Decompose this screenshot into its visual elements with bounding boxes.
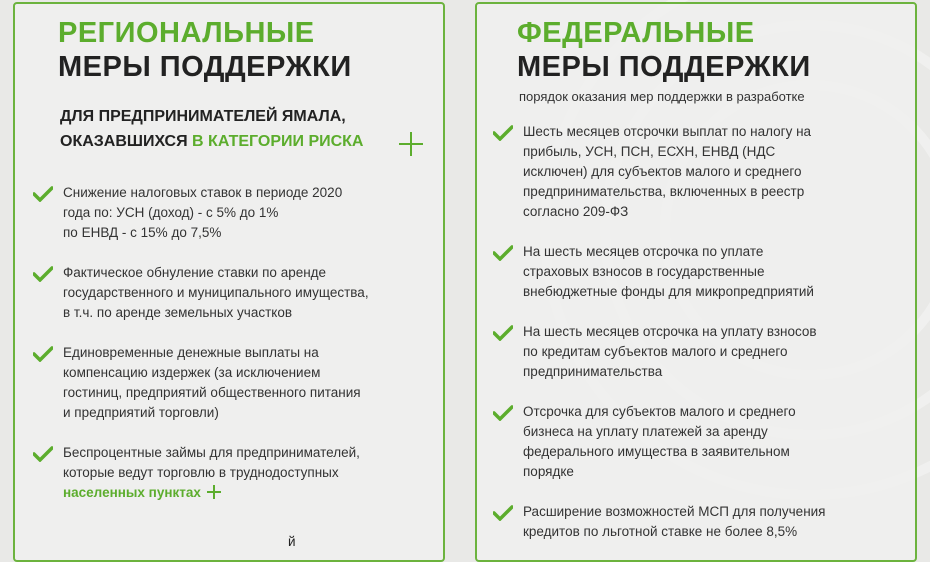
item-line: порядке: [523, 464, 574, 479]
item-line: федерального имущества в заявительном: [523, 444, 790, 459]
item-line: государственного и муниципального имущества,: [63, 285, 369, 300]
settlements-link[interactable]: населенных пунктах: [63, 485, 201, 500]
item-text: [63, 343, 361, 423]
item-line: Беспроцентные займы для предпринимателей,: [63, 445, 360, 460]
item-line: прибыль, УСН, ПСН, ЕСХН, ЕНВД (НДС: [523, 144, 776, 159]
item-text: [523, 122, 811, 222]
expand-plus-icon[interactable]: [399, 132, 423, 156]
item-text: [523, 402, 796, 482]
check-icon: [33, 446, 53, 462]
item-text: [523, 322, 817, 382]
check-icon: [33, 186, 53, 202]
item-line: внебюджетные фонды для микропредприятий: [523, 284, 814, 299]
regional-subhead-line1: ДЛЯ ПРЕДПРИНИМАТЕЛЕЙ ЯМАЛА,: [60, 108, 346, 125]
item-line: Снижение налоговых ставок в периоде 2020: [63, 185, 343, 200]
regional-title-accent: РЕГИОНАЛЬНЫЕ: [58, 17, 315, 49]
check-icon: [493, 125, 513, 141]
item-text: [63, 443, 360, 503]
item-line: бизнеса на уплату платежей за аренду: [523, 424, 768, 439]
item-line: кредитов по льготной ставке не более 8,5%: [523, 524, 798, 539]
item-text: [63, 183, 342, 243]
item-line: На шесть месяцев отсрочка по уплате: [523, 244, 764, 259]
check-icon: [493, 325, 513, 341]
item-line: предпринимательства, включенных в реестр: [523, 184, 805, 199]
item-line: гостиниц, предприятий общественного питания: [63, 385, 361, 400]
item-link-line[interactable]: [63, 483, 360, 503]
check-icon: [33, 346, 53, 362]
check-icon: [493, 405, 513, 421]
item-text: [523, 502, 826, 542]
federal-note: порядок оказания мер поддержки в разработке: [519, 89, 805, 104]
item-line: Фактическое обнуление ставки по аренде: [63, 265, 327, 280]
cut-off-text: й: [288, 534, 296, 549]
item-line: Единовременные денежные выплаты на: [63, 345, 319, 360]
federal-title-main: МЕРЫ ПОДДЕРЖКИ: [517, 51, 811, 83]
item-line: которые ведут торговлю в труднодоступных: [63, 465, 339, 480]
item-line: по ЕНВД - с 15% до 7,5%: [63, 225, 222, 240]
subhead-accent: В КАТЕГОРИИ РИСКА: [192, 133, 364, 150]
item-line: компенсацию издержек (за исключением: [63, 365, 321, 380]
check-icon: [493, 505, 513, 521]
item-line: исключен) для субъектов малого и среднего: [523, 164, 802, 179]
expand-plus-icon[interactable]: [207, 485, 221, 499]
item-line: Отсрочка для субъектов малого и среднего: [523, 404, 796, 419]
item-text: [523, 242, 814, 302]
regional-title-main: МЕРЫ ПОДДЕРЖКИ: [58, 51, 352, 83]
item-line: Шесть месяцев отсрочки выплат по налогу на: [523, 124, 812, 139]
item-line: года по: УСН (доход) - с 5% до 1%: [63, 205, 279, 220]
federal-measures-card: [475, 2, 917, 562]
check-icon: [493, 245, 513, 261]
item-line: Расширение возможностей МСП для получения: [523, 504, 826, 519]
item-line: согласно 209-ФЗ: [523, 204, 629, 219]
item-line: страховых взносов в государственные: [523, 264, 765, 279]
regional-subhead-line2: [60, 129, 363, 155]
check-icon: [33, 266, 53, 282]
subhead-text: ОКАЗАВШИХСЯ: [60, 133, 188, 150]
federal-title-accent: ФЕДЕРАЛЬНЫЕ: [517, 17, 755, 49]
item-text: [63, 263, 369, 323]
item-line: по кредитам субъектов малого и среднего: [523, 344, 788, 359]
item-line: и предприятий торговли): [63, 405, 219, 420]
item-line: предпринимательства: [523, 364, 663, 379]
item-line: в т.ч. по аренде земельных участков: [63, 305, 292, 320]
regional-measures-card: [13, 2, 445, 562]
item-line: На шесть месяцев отсрочка на уплату взносов: [523, 324, 817, 339]
